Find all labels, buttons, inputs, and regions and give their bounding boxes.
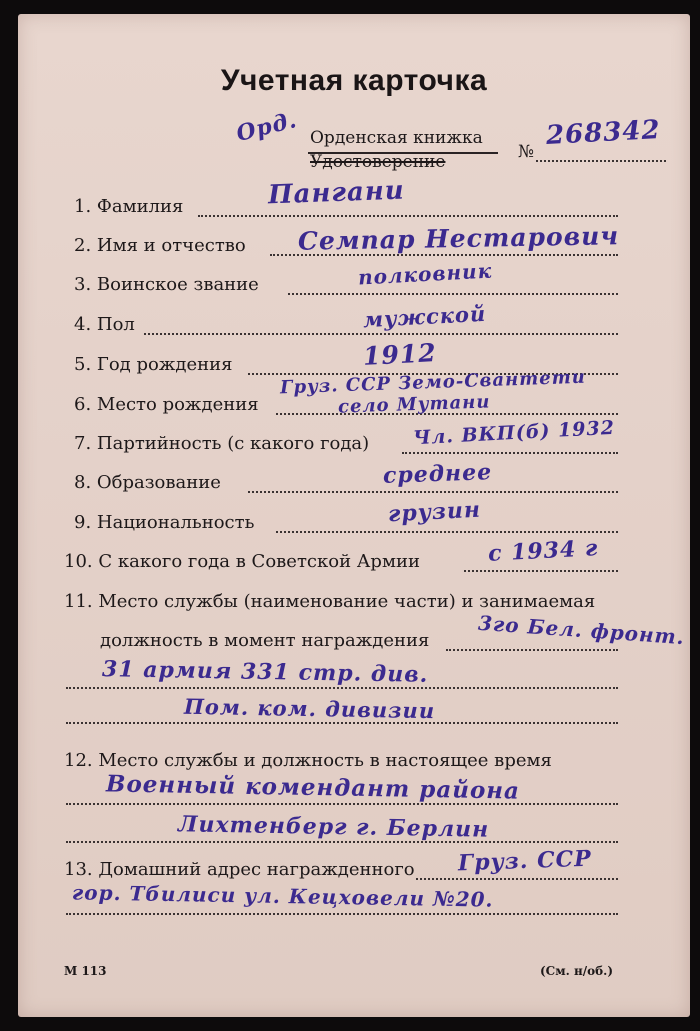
field-5-label: 5. Год рождения [74,354,233,375]
field-11-value-line1: 3го Бел. фронт. [477,610,686,650]
field-13-value-line2: гор. Тбилиси ул. Кецховели №20. [71,880,494,912]
field-13-line-2 [66,913,618,915]
number-underline [536,160,666,162]
field-4-label: 4. Пол [74,314,135,335]
field-12-line-1 [66,803,618,805]
field-1-label: 1. Фамилия [74,196,184,217]
field-10-value: с 1934 г [487,535,599,567]
field-2-value: Семпар Нестарович [297,221,620,256]
field-12-label: 12. Место службы и должность в настоящее время [64,750,552,771]
field-9-line [276,531,618,533]
field-7-value: Чл. ВКП(б) 1932 [412,416,616,450]
field-4-line [144,333,618,335]
margin-note: Орд. [233,106,300,148]
field-1-line [198,215,618,217]
field-11-line-1 [446,649,618,651]
field-12-value-line2: Лихтенберг г. Берлин [177,811,490,843]
field-13-value-line1: Груз. ССР [457,845,593,877]
field-11-value-line3: Пом. ком. дивизии [183,693,436,724]
field-8-line [248,491,618,493]
field-11-value-line2: 31 армия 331 стр. див. [101,656,429,688]
field-8-value: среднее [382,459,493,489]
field-10-label: 10. С какого года в Советской Армии [64,551,420,572]
field-13-label: 13. Домашний адрес награжденного [64,859,415,880]
field-11-line-3 [66,722,618,724]
book-type-label: Орденская книжка [310,128,483,148]
field-12-line-2 [66,841,618,843]
field-10-line [464,570,618,572]
reverse-note: (См. н/об.) [540,964,614,978]
card-title: Учетная карточка [220,64,488,97]
certificate-label: Удостоверение [310,152,446,172]
field-12-value-line1: Военный комендант района [105,770,521,805]
number-label: № [518,142,535,162]
field-6-value-line2: село Мутани [337,391,491,418]
record-card [18,14,690,1017]
field-7-label: 7. Партийность (с какого года) [74,433,370,454]
field-3-label: 3. Воинское звание [74,274,259,295]
field-6-value-line1: Груз. ССР Земо-Свантети [279,366,587,399]
field-11-line-2 [66,687,618,689]
field-9-value: грузин [387,496,482,528]
field-11-label-line1: 11. Место службы (наименование части) и занимаемая [64,591,596,612]
field-2-label: 2. Имя и отчество [74,235,246,256]
field-13-line-1 [416,878,618,880]
field-7-line [402,452,618,454]
field-11-label-line2: должность в момент награждения [100,630,430,651]
field-3-value: полковник [357,258,493,290]
field-5-value: 1912 [362,338,438,371]
field-1-value: Пангани [267,175,406,211]
field-4-value: мужской [362,300,487,333]
field-9-label: 9. Национальность [74,512,255,533]
number-value: 268342 [545,115,662,151]
field-8-label: 8. Образование [74,472,221,493]
form-code: М 113 [64,964,107,978]
field-6-label: 6. Место рождения [74,394,259,415]
field-3-line [288,293,618,295]
